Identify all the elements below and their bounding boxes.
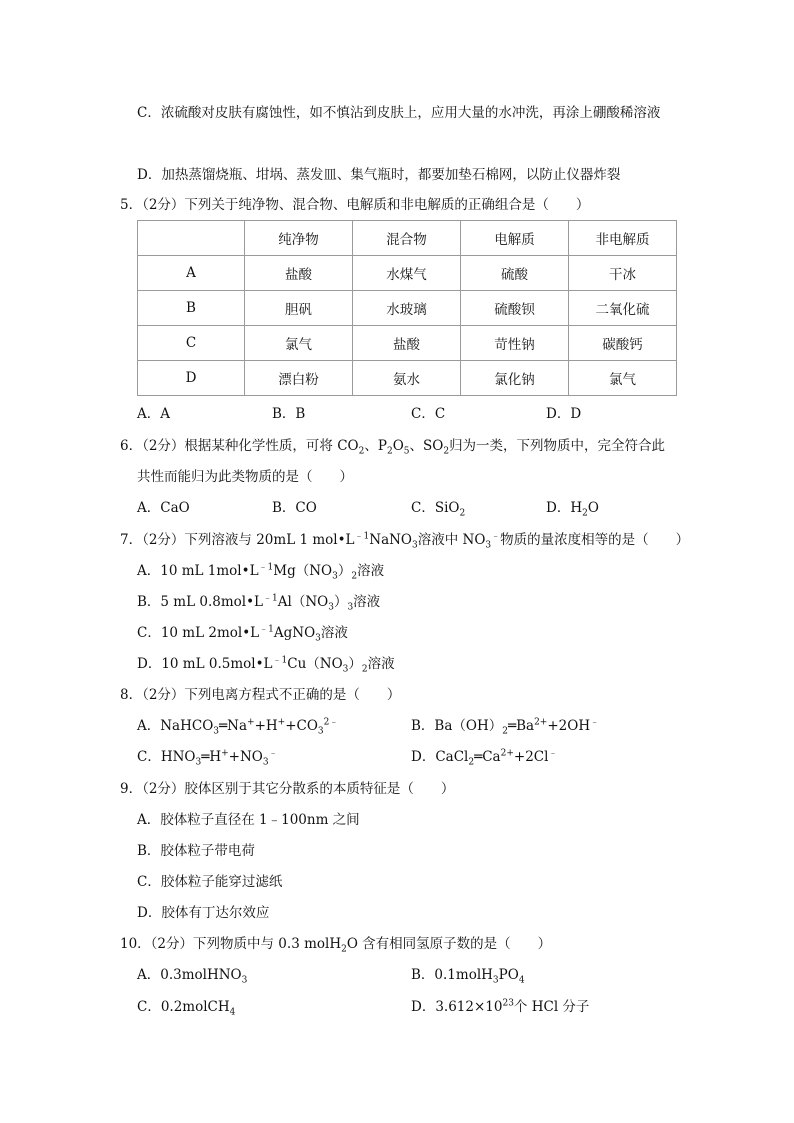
q7-option-b: B．5 mL $0.8mol•L^{﹣1}Al(NO_3)_3$溶液 [137,593,381,613]
q9-option-b: B．胶体粒子带电荷 [137,843,255,859]
q5-stem: 5．（2分）下列关于纯净物、混合物、电解质和非电解质的正确组合是（ ） [120,197,590,213]
table-header-cell: 非电解质 [569,221,677,256]
q5-option-b: B．B [272,406,306,422]
q7-option-c: C．10 mL $2mol•L^{﹣1}AgNO_3$溶液 [137,624,348,644]
table-cell: 水煤气 [353,256,461,291]
table-cell: 硫酸钡 [461,291,569,326]
q6-option-b: B．CO [272,500,317,516]
table-header-cell: 混合物 [353,221,461,256]
q7-option-d: D．10 mL $0.5mol•L^{﹣1}Cu(NO_3)_2$溶液 [137,655,395,675]
table-cell: C [138,326,245,361]
table-header-cell: 电解质 [461,221,569,256]
table-header-cell [138,221,245,256]
q6-option-a: A．CaO [137,500,190,516]
table-row [138,326,677,361]
q10-option-a: A．0.3molHNO$_3$ [137,967,248,986]
q5-option-a: A．A [137,406,170,422]
q8-option-d: D．$CaCl_2═Ca^{2+}+2Cl^﹣$ [411,748,558,768]
q5-table [137,220,677,396]
q10-stem: 10．（2分）下列物质中与 0.3 molH$_2$O 含有相同氢原子数的是（ ） [120,936,552,955]
table-cell: 漂白粉 [245,361,353,396]
table-cell: 水玻璃 [353,291,461,326]
q6-option-d: D．$H_2O$ [546,500,599,519]
table-cell: D [138,361,245,396]
q10-option-b: B．$0.1molH_3PO_4$ [411,967,525,986]
table-cell: 氯化钠 [461,361,569,396]
q9-option-a: A．胶体粒子直径在 1﹣100nm 之间 [137,812,360,828]
table-cell: 盐酸 [353,326,461,361]
table-cell: 氨水 [353,361,461,396]
table-cell: 硫酸 [461,256,569,291]
table-cell: A [138,256,245,291]
q9-option-d: D．胶体有丁达尔效应 [137,905,270,921]
q10-option-d: D．$3.612\times 10^{23}$个 HCl 分子 [411,998,590,1015]
q7-stem: 7．（2分）下列溶液与 20mL 1 $mol•L^{﹣1}NaNO_3$溶液中 $NO_3^﹣$物质的量浓度相等的是（ ） [120,531,690,551]
q9-stem: 9．（2分）胶体区别于其它分散系的本质特征是（ ） [120,781,455,797]
table-cell: 氯气 [245,326,353,361]
table-cell: 盐酸 [245,256,353,291]
table-cell: 二氧化硫 [569,291,677,326]
q4-option-d: D．加热蒸馏烧瓶、坩埚、蒸发皿、集气瓶时，都要加垫石棉网，以防止仪器炸裂 [137,167,621,183]
table-cell: 干冰 [569,256,677,291]
table-cell: 胆矾 [245,291,353,326]
table-row [138,256,677,291]
q6-option-c: C．SiO$_2$ [411,500,466,519]
q5-option-d: D．D [546,406,582,422]
q6-stem: 6．（2分）根据某种化学性质，可将 $CO_2$、$P_2O_5$、$SO_2$归为一类，下列物质中，完全符合此 [120,438,666,457]
table-header-cell: 纯净物 [245,221,353,256]
q10-option-c: C．0.2molCH$_4$ [137,999,236,1018]
q5-option-c: C．C [411,406,446,422]
q9-option-c: C．胶体粒子能穿过滤纸 [137,874,283,890]
q8-option-a: A．$NaHCO_3═Na^++H^++CO_3^{2﹣}$ [137,717,339,737]
table-row [138,291,677,326]
q4-option-c: C．浓硫酸对皮肤有腐蚀性，如不慎沾到皮肤上，应用大量的水冲洗，再涂上硼酸稀溶液 [137,105,661,121]
table-row [138,361,677,396]
q6-stem-line2: 共性而能归为此类物质的是（ ） [137,469,353,485]
table-cell: 碳酸钙 [569,326,677,361]
table-cell: B [138,291,245,326]
table-cell: 苛性钠 [461,326,569,361]
q7-option-a: A．10 mL $1mol•L^{﹣1}Mg(NO_3)_2$溶液 [137,562,385,582]
table-header-row [138,221,677,256]
q8-option-c: C．$HNO_3═H^++NO_3^﹣$ [137,748,278,768]
table-cell: 氯气 [569,361,677,396]
q8-option-b: B．$Ba(OH)_2═Ba^{2+}+2OH^﹣$ [411,717,600,737]
q8-stem: 8．（2分）下列电离方程式不正确的是（ ） [120,687,401,703]
